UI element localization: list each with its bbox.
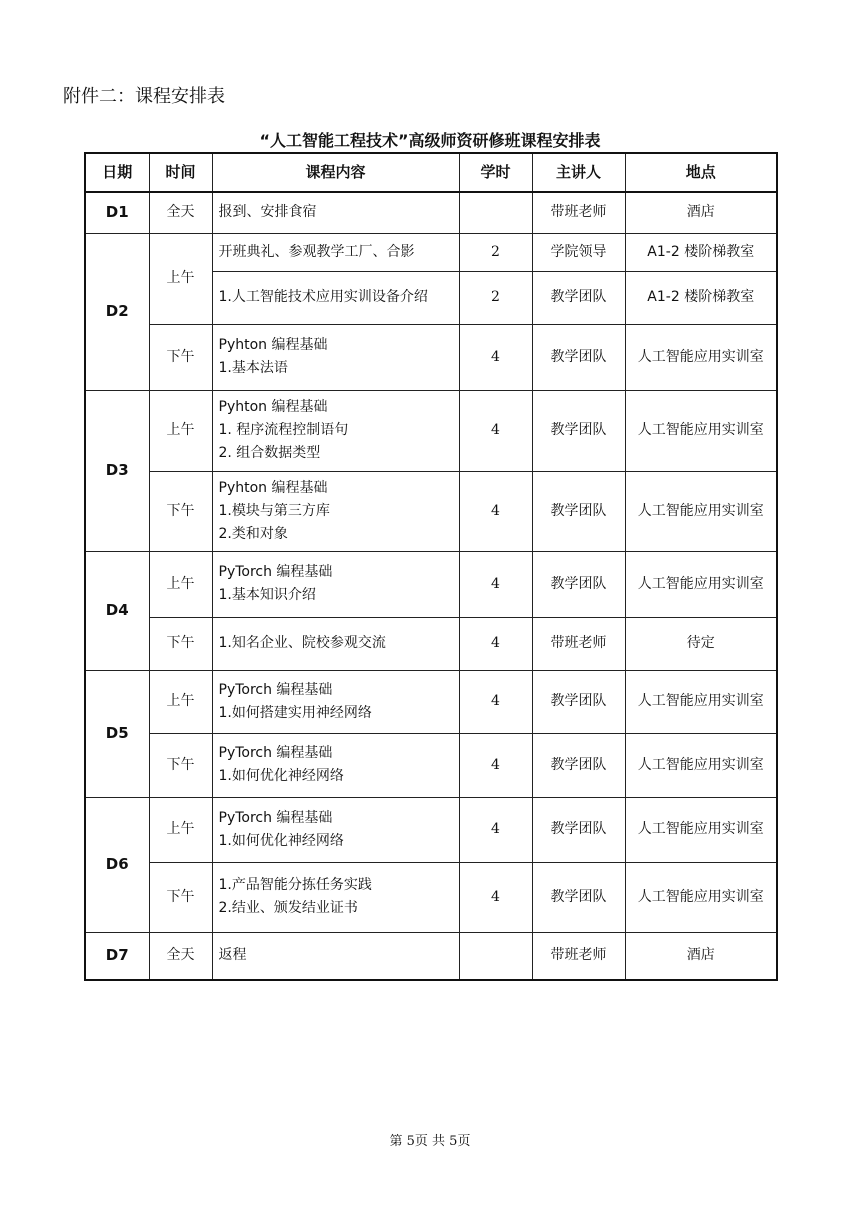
content-cell <box>212 233 459 271</box>
time-cell: 下午 <box>149 617 212 670</box>
hours-cell: 2 <box>459 233 532 271</box>
hours-cell: 4 <box>459 797 532 862</box>
table-row <box>85 324 777 390</box>
header-row <box>85 153 777 192</box>
location-cell: 酒店 <box>625 192 777 233</box>
speaker-cell: 带班老师 <box>532 192 625 233</box>
speaker-cell: 学院领导 <box>532 233 625 271</box>
table-row <box>85 670 777 733</box>
table-row <box>85 862 777 932</box>
speaker-cell: 教学团队 <box>532 797 625 862</box>
content-line: 1.如何搭建实用神经网络 <box>218 704 372 721</box>
speaker-cell: 教学团队 <box>532 271 625 324</box>
hours-cell: 4 <box>459 551 532 617</box>
location-cell: A1-2 楼阶梯教室 <box>625 271 777 324</box>
speaker-cell: 教学团队 <box>532 670 625 733</box>
page-footer: 第 5页 共 5页 <box>389 1134 471 1149</box>
table-row <box>85 733 777 797</box>
time-cell: 下午 <box>149 471 212 551</box>
table-row <box>85 551 777 617</box>
time-cell: 上午 <box>149 670 212 733</box>
speaker-cell: 带班老师 <box>532 617 625 670</box>
hours-cell: 4 <box>459 733 532 797</box>
day-cell: D2 <box>85 233 149 390</box>
time-cell: 上午 <box>149 551 212 617</box>
table-row <box>85 233 777 271</box>
content-line: 报到、安排食宿 <box>218 204 317 221</box>
location-cell: 酒店 <box>625 932 777 980</box>
day-cell: D5 <box>85 670 149 797</box>
content-line: PyTorch 编程基础 <box>218 564 333 580</box>
header-time: 时间 <box>149 153 212 192</box>
speaker-cell: 带班老师 <box>532 932 625 980</box>
location-cell: 待定 <box>625 617 777 670</box>
content-line: 开班典礼、参观教学工厂、合影 <box>218 243 415 260</box>
content-cell <box>212 271 459 324</box>
hours-cell: 2 <box>459 271 532 324</box>
time-cell: 上午 <box>149 390 212 471</box>
location-cell: 人工智能应用实训室 <box>625 797 777 862</box>
content-line: PyTorch 编程基础 <box>218 809 333 826</box>
location-cell: 人工智能应用实训室 <box>625 862 777 932</box>
speaker-cell: 教学团队 <box>532 551 625 617</box>
time-cell: 下午 <box>149 324 212 390</box>
header-hours: 学时 <box>459 153 532 192</box>
table-row <box>85 471 777 551</box>
content-line: 1.产品智能分拣任务实践 <box>218 877 372 893</box>
location-cell: 人工智能应用实训室 <box>625 670 777 733</box>
location-cell: 人工智能应用实训室 <box>625 324 777 390</box>
content-line: 2. 组合数据类型 <box>218 445 321 461</box>
content-line: 1.基本法语 <box>218 360 288 376</box>
content-cell <box>212 471 459 551</box>
hours-cell: 4 <box>459 324 532 390</box>
header-content: 课程内容 <box>212 153 459 192</box>
table-row <box>85 192 777 233</box>
content-line: 1.如何优化神经网络 <box>218 768 344 784</box>
content-line: 1. 程序流程控制语句 <box>218 422 349 438</box>
table-title: “人工智能工程技术”高级师资研修班课程安排表 <box>259 131 601 150</box>
content-cell <box>212 551 459 617</box>
content-cell <box>212 390 459 471</box>
content-line: Pyhton 编程基础 <box>218 399 328 415</box>
speaker-cell: 教学团队 <box>532 471 625 551</box>
location-cell: 人工智能应用实训室 <box>625 551 777 617</box>
attachment-heading: 附件二：课程安排表 <box>63 86 225 107</box>
table-row <box>85 797 777 862</box>
header-location: 地点 <box>625 153 777 192</box>
content-line: Pyhton 编程基础 <box>218 479 328 496</box>
location-cell: 人工智能应用实训室 <box>625 471 777 551</box>
content-line: 1.知名企业、院校参观交流 <box>218 635 386 651</box>
content-cell <box>212 862 459 932</box>
day-cell: D3 <box>85 390 149 551</box>
table-row <box>85 932 777 980</box>
time-cell: 全天 <box>149 932 212 980</box>
hours-cell <box>459 192 532 233</box>
content-line: 1.如何优化神经网络 <box>218 832 344 849</box>
content-cell <box>212 670 459 733</box>
content-line: 2.结业、颁发结业证书 <box>218 900 358 916</box>
time-cell: 上午 <box>149 797 212 862</box>
content-cell <box>212 932 459 980</box>
content-line: 返程 <box>218 947 247 964</box>
speaker-cell: 教学团队 <box>532 733 625 797</box>
content-line: PyTorch 编程基础 <box>218 681 333 698</box>
content-cell <box>212 733 459 797</box>
day-cell: D7 <box>85 932 149 980</box>
table-row <box>85 390 777 471</box>
content-line: Pyhton 编程基础 <box>218 337 328 353</box>
hours-cell: 4 <box>459 390 532 471</box>
location-cell: A1-2 楼阶梯教室 <box>625 233 777 271</box>
location-cell: 人工智能应用实训室 <box>625 733 777 797</box>
header-speaker: 主讲人 <box>532 153 625 192</box>
speaker-cell: 教学团队 <box>532 862 625 932</box>
hours-cell: 4 <box>459 617 532 670</box>
schedule-table <box>84 152 778 981</box>
speaker-cell: 教学团队 <box>532 390 625 471</box>
hours-cell: 4 <box>459 471 532 551</box>
content-cell <box>212 324 459 390</box>
content-line: 1.模块与第三方库 <box>218 502 330 519</box>
hours-cell <box>459 932 532 980</box>
time-cell: 全天 <box>149 192 212 233</box>
hours-cell: 4 <box>459 862 532 932</box>
content-cell <box>212 192 459 233</box>
table-row <box>85 617 777 670</box>
day-cell: D6 <box>85 797 149 932</box>
hours-cell: 4 <box>459 670 532 733</box>
location-cell: 人工智能应用实训室 <box>625 390 777 471</box>
time-cell: 上午 <box>149 233 212 324</box>
content-line: 1.基本知识介绍 <box>218 587 316 603</box>
header-date: 日期 <box>85 153 149 192</box>
day-cell: D4 <box>85 551 149 670</box>
time-cell: 下午 <box>149 733 212 797</box>
content-line: PyTorch 编程基础 <box>218 745 333 761</box>
content-line: 1.人工智能技术应用实训设备介绍 <box>218 289 428 305</box>
speaker-cell: 教学团队 <box>532 324 625 390</box>
content-cell <box>212 617 459 670</box>
content-cell <box>212 797 459 862</box>
time-cell: 下午 <box>149 862 212 932</box>
day-cell: D1 <box>85 192 149 233</box>
content-line: 2.类和对象 <box>218 525 288 542</box>
